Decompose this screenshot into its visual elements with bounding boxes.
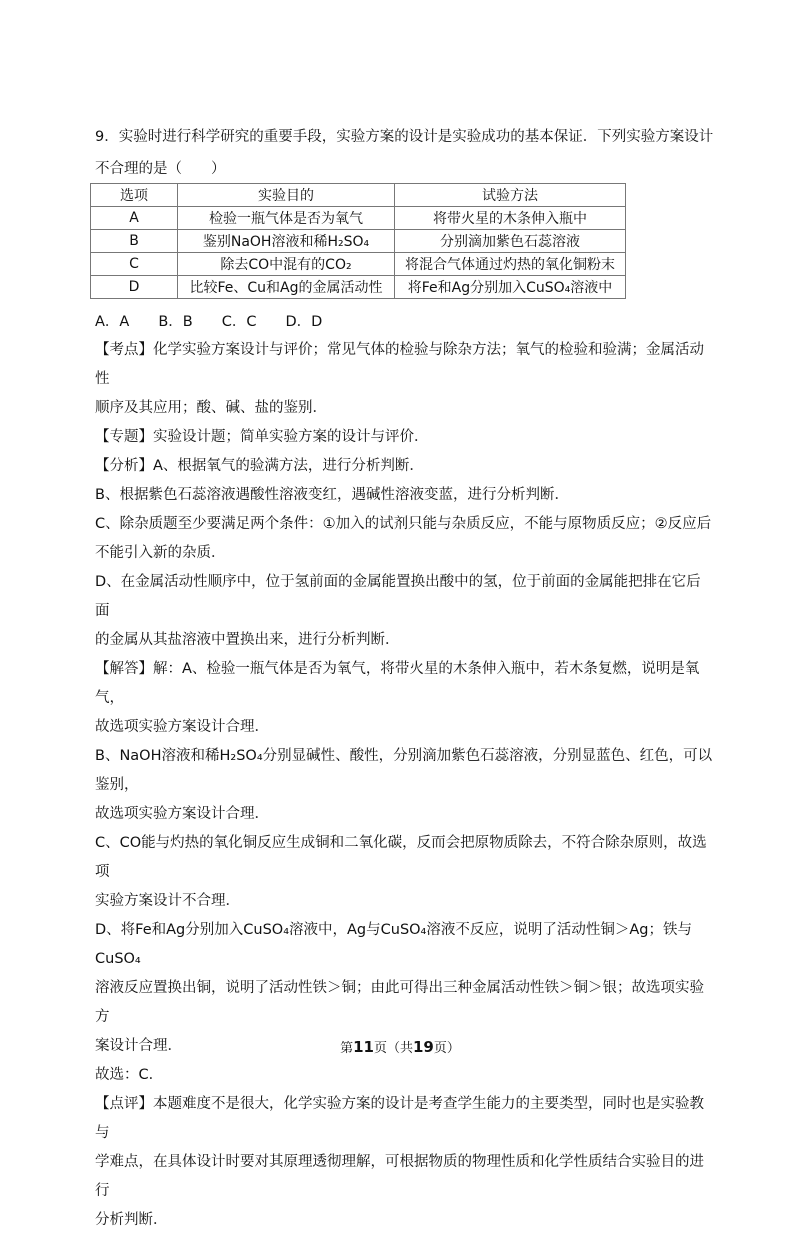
jieda-line: 【解答】解：A、检验一瓶气体是否为氧气，将带火星的木条伸入瓶中，若木条复燃，说明是氧气， (95, 661, 700, 706)
table-cell: 比较Fe、Cu和Ag的金属活动性 (178, 276, 395, 299)
table-cell: 分别滴加紫色石蕊溶液 (395, 230, 626, 253)
fenxi-line: 【分析】A、根据氧气的验满方法，进行分析判断． (95, 458, 424, 474)
table-header: 实验目的 (178, 184, 395, 207)
jieda-line: 案设计合理． (95, 1038, 182, 1054)
footer-prefix: 第 (340, 1041, 354, 1056)
fenxi-line: C、除杂质题至少要满足两个条件：①加入的试剂只能与杂质反应，不能与原物质反应；②反应后 (95, 516, 712, 532)
table-cell: A (91, 207, 178, 230)
table-cell: 检验一瓶气体是否为氧气 (178, 207, 395, 230)
dianping-line: 学难点，在具体设计时要对其原理透彻理解，可根据物质的物理性质和化学性质结合实验目的进行 (95, 1154, 704, 1199)
table-cell: 将Fe和Ag分别加入CuSO₄溶液中 (395, 276, 626, 299)
table-cell: B (91, 230, 178, 253)
dianping-line: 分析判断． (95, 1212, 168, 1228)
footer-suffix: 页） (433, 1041, 460, 1056)
jieda-line: 故选项实验方案设计合理． (95, 806, 269, 822)
table-header: 选项 (91, 184, 178, 207)
table-header-row (91, 184, 626, 207)
kaodian-line: 顺序及其应用；酸、碱、盐的鉴别． (95, 400, 327, 416)
zhuanti-line: 【专题】实验设计题；简单实验方案的设计与评价． (95, 429, 429, 445)
fenxi-line: D、在金属活动性顺序中，位于氢前面的金属能置换出酸中的氢，位于前面的金属能把排在它后面 (95, 574, 701, 619)
kaodian-line: 【考点】化学实验方案设计与评价；常见气体的检验与除杂方法；氧气的检验和验满；金属活动性 (95, 342, 704, 387)
answer-line: 故选：C． (95, 1067, 164, 1083)
table-row (91, 276, 626, 299)
page-footer (0, 1037, 800, 1056)
dianping-line: 【点评】本题难度不是很大，化学实验方案的设计是考查学生能力的主要类型，同时也是实验教与 (95, 1096, 704, 1141)
table-row (91, 253, 626, 276)
question-stem-continued: 不合理的是（ ） (95, 161, 226, 177)
jieda-line: 故选项实验方案设计合理． (95, 719, 269, 735)
table-cell: 将带火星的木条伸入瓶中 (395, 207, 626, 230)
jieda-line: C、CO能与灼热的氧化铜反应生成铜和二氧化碳，反而会把原物质除去，不符合除杂原则，故选项 (95, 835, 707, 880)
table-row (91, 207, 626, 230)
footer-mid: 页（共 (373, 1041, 413, 1056)
question-stem: 9．实验时进行科学研究的重要手段，实验方案的设计是实验成功的基本保证．下列实验方案设计 (95, 129, 714, 145)
experiment-table (90, 183, 626, 299)
table-cell: D (91, 276, 178, 299)
analysis-block (95, 336, 715, 1235)
table-cell: 除去CO中混有的CO₂ (178, 253, 395, 276)
fenxi-line: B、根据紫色石蕊溶液遇酸性溶液变红，遇碱性溶液变蓝，进行分析判断． (95, 487, 569, 503)
fenxi-line: 不能引入新的杂质． (95, 545, 226, 561)
table-cell: 将混合气体通过灼热的氧化铜粉末 (395, 253, 626, 276)
fenxi-line: 的金属从其盐溶液中置换出来，进行分析判断． (95, 632, 400, 648)
footer-page-number: 11 (353, 1038, 374, 1056)
jieda-line: 溶液反应置换出铜，说明了活动性铁＞铜；由此可得出三种金属活动性铁＞铜＞银；故选项实验方 (95, 980, 704, 1025)
jieda-line: B、NaOH溶液和稀H₂SO₄分别显碱性、酸性，分别滴加紫色石蕊溶液，分别显蓝色、红色，可以鉴别， (95, 748, 713, 793)
answer-options: A．A B．B C．C D．D (95, 314, 323, 330)
jieda-line: 实验方案设计不合理． (95, 893, 240, 909)
footer-total-pages: 19 (413, 1038, 434, 1056)
table-cell: 鉴别NaOH溶液和稀H₂SO₄ (178, 230, 395, 253)
table-cell: C (91, 253, 178, 276)
table-header: 试验方法 (395, 184, 626, 207)
table-row (91, 230, 626, 253)
jieda-line: D、将Fe和Ag分别加入CuSO₄溶液中，Ag与CuSO₄溶液不反应，说明了活动性铜＞Ag；铁与CuSO₄ (95, 922, 692, 967)
